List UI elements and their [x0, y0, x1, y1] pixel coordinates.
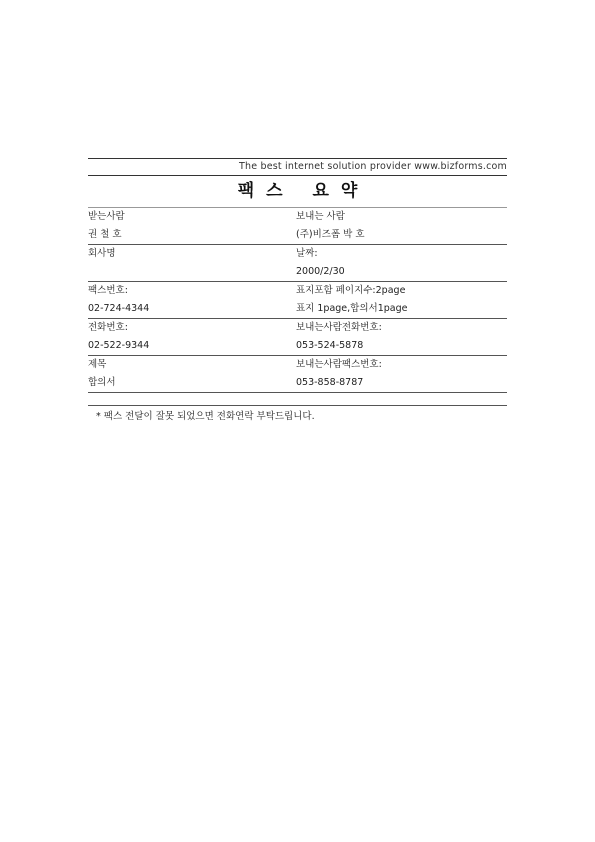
info-row [88, 208, 507, 226]
subject-value: 합의서 [88, 377, 116, 388]
info-row [88, 245, 507, 263]
phone-block [88, 319, 507, 356]
fax-number-value: 02-724-4344 [88, 303, 150, 314]
footer-note: * 팩스 전달이 잘못 되었으면 전화연락 부탁드립니다. [96, 411, 315, 422]
page-count-label: 표지포함 페이지수:2page [296, 285, 406, 296]
sender-label: 보내는 사람 [296, 211, 345, 222]
subject-label: 제목 [88, 359, 107, 370]
date-value: 2000/2/30 [296, 266, 345, 277]
page-title: 팩스 요약 [237, 181, 370, 201]
info-row [88, 282, 507, 300]
info-row [88, 300, 507, 318]
date-label: 날짜: [296, 248, 318, 259]
bottom-rule [88, 405, 507, 406]
sender-fax-value: 053-858-8787 [296, 377, 364, 388]
recipient-block [88, 208, 507, 245]
recipient-label: 받는사람 [88, 211, 125, 222]
info-row [88, 319, 507, 337]
sender-phone-label: 보내는사람전화번호: [296, 322, 382, 333]
page-count-value: 표지 1page,합의서1page [296, 303, 408, 314]
phone-label: 전화번호: [88, 322, 128, 333]
info-row [88, 263, 507, 281]
sender-value: (주)비즈폼 박 호 [296, 229, 365, 240]
sender-fax-label: 보내는사람팩스번호: [296, 359, 382, 370]
company-label: 회사명 [88, 248, 116, 259]
info-row [88, 356, 507, 374]
info-row [88, 337, 507, 355]
fax-number-label: 팩스번호: [88, 285, 128, 296]
subject-block [88, 356, 507, 393]
company-date-block [88, 245, 507, 282]
tagline: The best internet solution provider www.bizforms.com [239, 161, 507, 172]
fax-pages-block [88, 282, 507, 319]
company-value [88, 263, 296, 281]
sender-phone-value: 053-524-5878 [296, 340, 364, 351]
info-row [88, 374, 507, 392]
info-row [88, 226, 507, 244]
fax-cover-sheet [88, 158, 507, 425]
recipient-value: 권 철 호 [88, 229, 122, 240]
phone-value: 02-522-9344 [88, 340, 150, 351]
